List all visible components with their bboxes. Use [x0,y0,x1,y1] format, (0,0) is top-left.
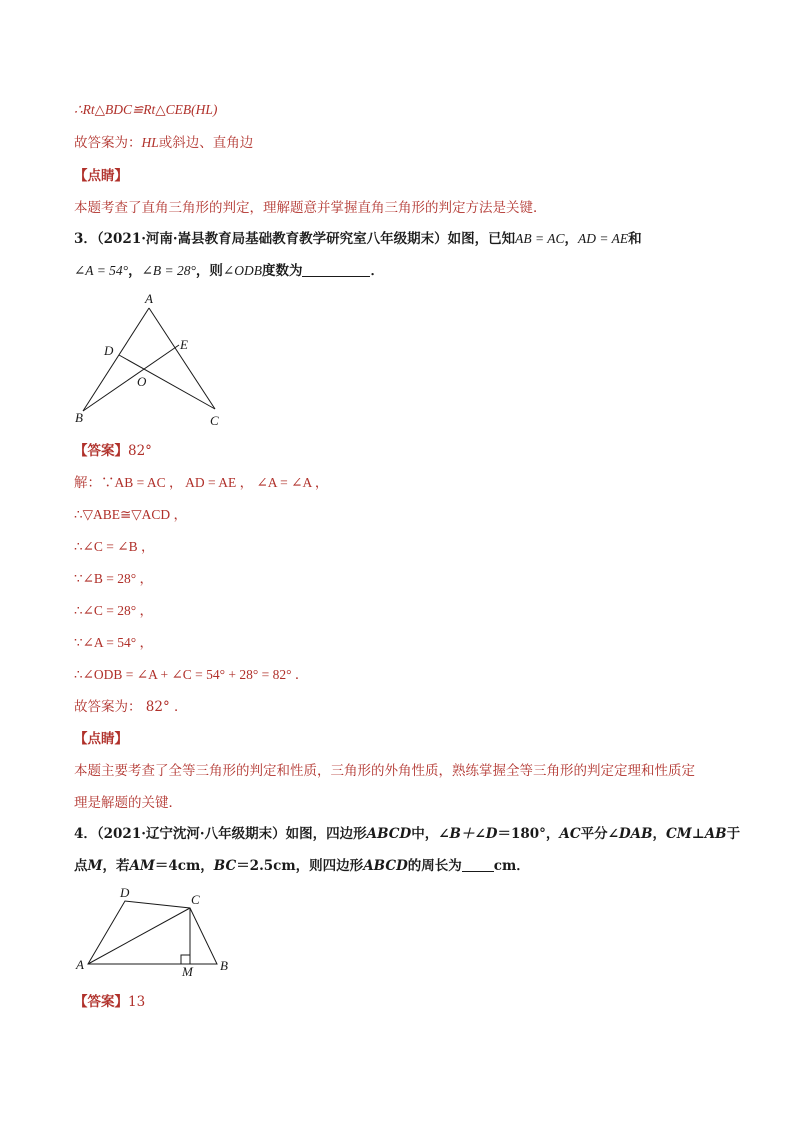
q3-sep2: ， [128,263,142,279]
q3-sep: ， [564,231,578,247]
q4-math-bc: BC [213,858,237,874]
q4-text-5: 于 [726,826,741,842]
q4-text-3: 平分 [580,826,608,842]
q4-math-ac: AC [559,826,581,842]
q3-triangle-figure [70,288,240,430]
q3-solution-line-3: ∴∠C = ∠B ， [74,539,155,554]
segment-ab [83,308,149,411]
q3-stem-suffix: 和 [628,231,642,247]
q4-math-angle-sum: ∠B＋∠D [438,826,498,842]
label-c: C [191,892,200,907]
q4-answer-blank [462,857,494,872]
q3-answer-blank [302,262,370,277]
q4-text-6: 点 [74,858,88,874]
q4-text-1: 中， [411,826,439,842]
prev-conclusion-text: ∴Rt△BDC≌Rt△CEB(HL) [74,102,218,117]
prev-answer-line [74,134,253,152]
prev-answer-suffix: 或斜边、直角边 [158,135,254,151]
q3-math-angle-b: ∠B = 28° [141,263,196,278]
q3-stem-line1 [74,230,642,248]
q4-text-9: ＝2.5cm，则四边形 [236,858,364,874]
q4-math-m: M [87,858,103,874]
q4-math-dab: ∠DAB [607,826,653,842]
q3-math-angle-odb: ∠ODB [222,263,262,278]
q3-note-line2: 理是解题的关键． [74,795,182,811]
label-c: C [210,413,219,428]
q4-quadrilateral-figure [70,884,240,980]
q3-answer-label: 【答案】 [74,443,128,459]
q4-stem-prefix: 4．（2021·辽宁沈河·八年级期末）如图，四边形 [74,826,367,842]
prev-note: 本题考查了直角三角形的判定，理解题意并掌握直角三角形的判定方法是关键． [74,200,547,216]
q3-solution-line-2: ∴▽ABE≅▽ACD ， [74,507,188,522]
q3-final-answer: 故答案为： 82° ． [74,699,188,715]
q3-math-ad-ae: AD = AE [577,231,629,246]
q4-answer-value: 13 [128,994,146,1010]
q4-math-abcd-2: ABCD [363,858,408,874]
q4-math-cm-perp: CM⊥AB [666,826,727,842]
quadrilateral-abcd [88,901,217,964]
label-a: A [76,957,84,972]
q3-solution-line-6: ∵∠A = 54° ， [74,635,154,650]
q4-text-7: ，若 [102,858,130,874]
prev-conclusion [74,101,217,119]
q3-math-angle-a: ∠A = 54° [74,263,129,278]
segment-be [83,345,179,411]
label-m: M [182,964,193,979]
label-d: D [104,343,114,358]
label-d: D [120,885,130,900]
diagonal-ac [88,908,190,964]
label-b: B [220,958,228,973]
q3-solution-line-1: 解：∵AB = AC ， AD = AE ， ∠A = ∠A ， [74,475,329,490]
q3-answer-line [74,442,152,460]
q3-stem-prefix: 3．（2021·河南·嵩县教育局基础教育教学研究室八年级期末）如图，已知 [74,231,516,247]
q3-answer-value: 82° [128,443,152,459]
q3-solution-line-7: ∴∠ODB = ∠A + ∠C = 54° + 28° = 82° ． [74,667,309,682]
q4-text-10: 的周长为 [407,858,462,874]
q4-text-2: ＝180°， [497,826,560,842]
label-b: B [75,410,83,425]
q3-solution-line-5: ∴∠C = 28° ， [74,603,154,618]
segment-dc [119,355,215,409]
q3-solution-line-4: ∵∠B = 28° ， [74,571,154,586]
q4-answer-label: 【答案】 [74,994,128,1010]
label-a: A [145,291,153,306]
q3-note-line1: 本题主要考查了全等三角形的判定和性质，三角形的外角性质，熟练掌握全等三角形的判定定理和性质定 [74,763,695,779]
q4-text-4: ， [652,826,667,842]
q4-text-8: ＝4cm， [154,858,214,874]
q3-stem-after: 度数为 [261,263,303,279]
q3-math-ab-ac: AB = AC [515,231,565,246]
prev-dianjing-label: 【点睛】 [74,168,128,184]
q4-answer-line [74,993,145,1011]
q4-math-abcd: ABCD [366,826,412,842]
label-o: O [137,374,147,389]
q4-stem-line2 [74,857,530,875]
q3-dianjing-label: 【点睛】 [74,731,128,747]
prev-answer-math: HL [141,135,159,150]
q4-stem-line1 [74,825,740,843]
q4-text-11: cm． [493,858,530,874]
q3-stem-mid: ，则 [195,263,223,279]
q3-stem-end: ． [370,263,384,279]
right-angle-mark [181,955,190,964]
label-e: E [180,337,188,352]
q4-math-am: AM [129,858,155,874]
q3-stem-line2 [74,262,384,280]
prev-answer-prefix: 故答案为： [74,135,142,151]
